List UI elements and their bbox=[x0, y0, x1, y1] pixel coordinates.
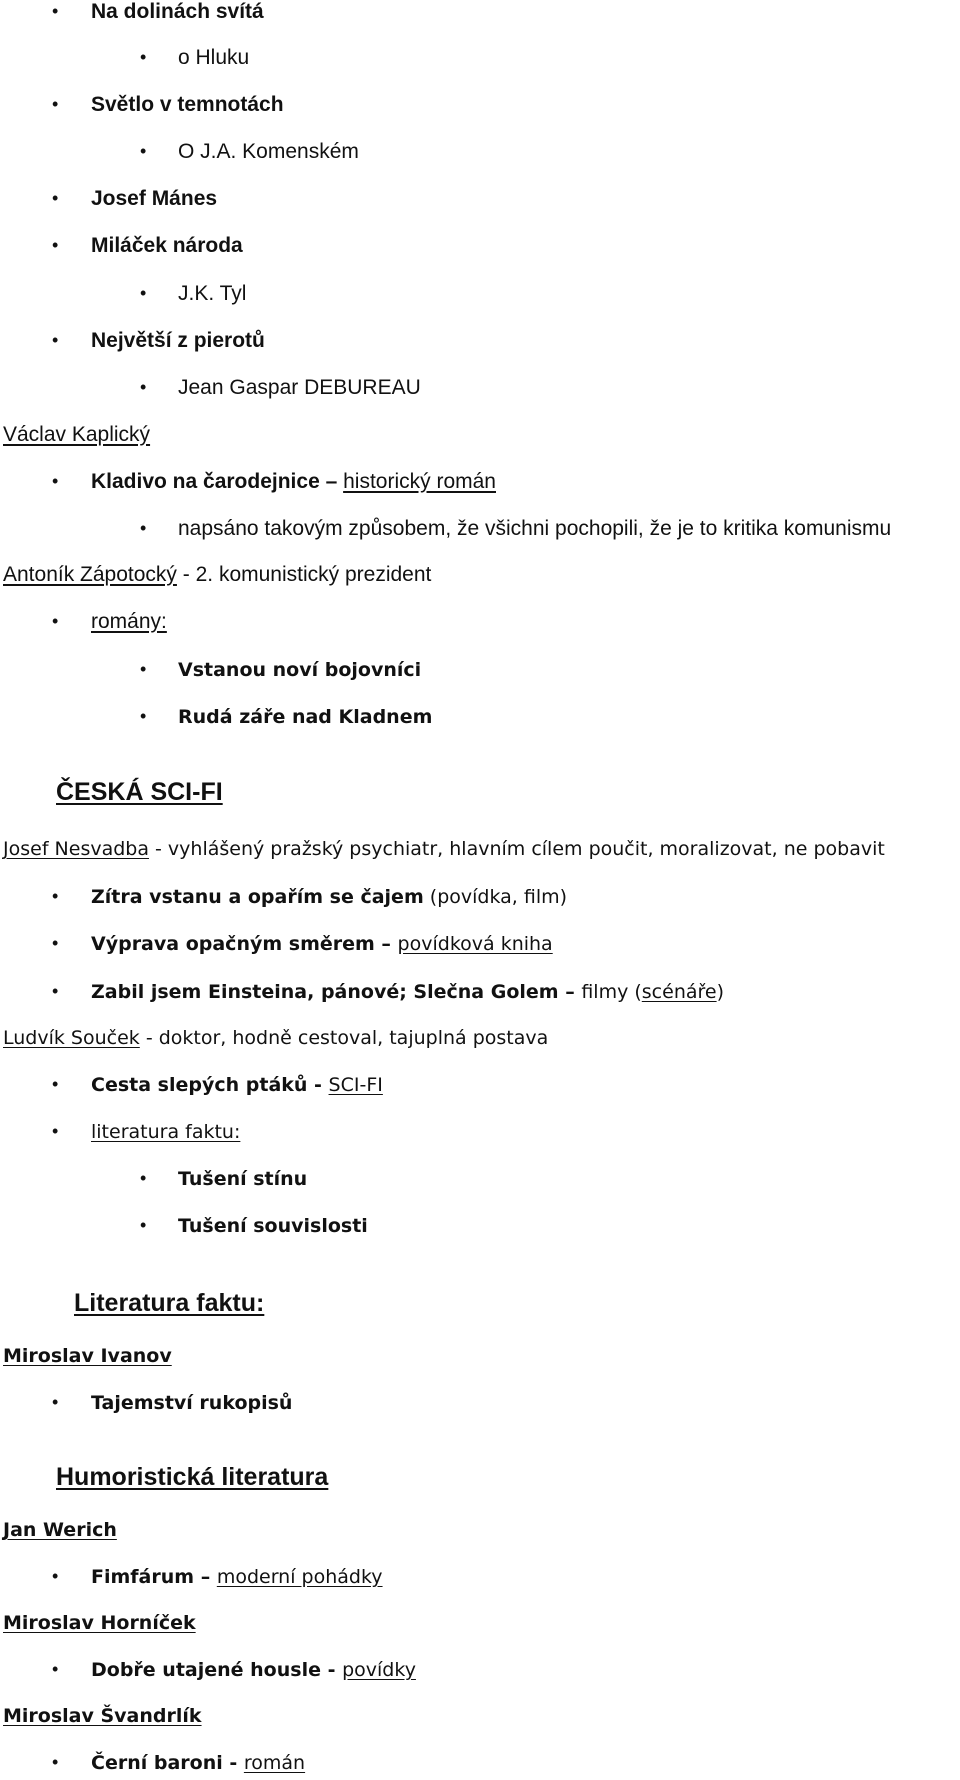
author-name: Antoník Zápotocký bbox=[3, 563, 177, 586]
bullet-icon: • bbox=[140, 1168, 147, 1188]
separator: - bbox=[307, 1074, 329, 1096]
author-desc: - vyhlášený pražský psychiatr, hlavním cílem poučit, moralizovat, ne pobavit bbox=[149, 838, 885, 860]
note: ) bbox=[716, 981, 725, 1003]
bullet-icon: • bbox=[140, 283, 147, 303]
bullet-icon: • bbox=[52, 1659, 59, 1679]
list-item: romány: bbox=[91, 610, 167, 633]
bullet-icon: • bbox=[52, 330, 59, 350]
separator: – bbox=[319, 470, 344, 493]
author-line bbox=[3, 562, 431, 588]
list-item: J.K. Tyl bbox=[178, 282, 247, 305]
separator: - bbox=[320, 1659, 343, 1681]
author-name: Miroslav Švandrlík bbox=[3, 1705, 202, 1727]
list-item: Rudá záře nad Kladnem bbox=[178, 706, 433, 728]
list-item bbox=[91, 1750, 305, 1776]
genre: povídky bbox=[342, 1659, 416, 1681]
book-title: Fimfárum bbox=[91, 1566, 195, 1588]
genre: román bbox=[243, 1752, 306, 1774]
book-title: Kladivo na čarodejnice bbox=[91, 470, 320, 493]
list-item: O J.A. Komenském bbox=[178, 140, 359, 163]
bullet-icon: • bbox=[52, 1074, 59, 1094]
author-name: Václav Kaplický bbox=[3, 423, 151, 446]
genre: moderní pohádky bbox=[216, 1566, 383, 1588]
separator: – bbox=[558, 981, 582, 1003]
genre: historický román bbox=[343, 470, 496, 493]
author-name: Miroslav Ivanov bbox=[3, 1345, 172, 1367]
bullet-icon: • bbox=[52, 1566, 59, 1586]
list-item: Největší z pierotů bbox=[91, 329, 265, 352]
section-heading: ČESKÁ SCI-FI bbox=[56, 778, 223, 806]
book-title: Cesta slepých ptáků bbox=[91, 1074, 308, 1096]
author-line bbox=[3, 1025, 548, 1051]
list-item: Na dolinách svítá bbox=[91, 0, 264, 23]
list-item: Tušení souvislosti bbox=[178, 1215, 368, 1237]
section-heading: Humoristická literatura bbox=[56, 1463, 329, 1491]
book-title: Černí baroni bbox=[91, 1752, 223, 1774]
bullet-icon: • bbox=[52, 886, 59, 906]
list-item bbox=[91, 931, 553, 957]
book-title: Dobře utajené housle bbox=[91, 1659, 321, 1681]
book-title: Výprava opačným směrem bbox=[91, 933, 375, 955]
bullet-icon: • bbox=[52, 1392, 59, 1412]
list-item: literatura faktu: bbox=[91, 1121, 241, 1143]
author-name: Ludvík Souček bbox=[3, 1027, 140, 1049]
bullet-icon: • bbox=[140, 706, 147, 726]
bullet-icon: • bbox=[52, 1121, 59, 1141]
author-name: Jan Werich bbox=[3, 1519, 117, 1541]
book-title: Zabil jsem Einsteina, pánové; Slečna Golem bbox=[91, 981, 559, 1003]
bullet-icon: • bbox=[140, 377, 147, 397]
separator: – bbox=[374, 933, 398, 955]
list-item: Vstanou noví bojovníci bbox=[178, 659, 422, 681]
bullet-icon: • bbox=[52, 1, 59, 21]
bullet-icon: • bbox=[140, 1215, 147, 1235]
list-item bbox=[91, 1657, 416, 1683]
bullet-icon: • bbox=[52, 981, 59, 1001]
list-item bbox=[91, 1564, 383, 1590]
bullet-icon: • bbox=[52, 933, 59, 953]
list-item: o Hluku bbox=[178, 46, 250, 69]
bullet-icon: • bbox=[140, 47, 147, 67]
author-desc: - 2. komunistický prezident bbox=[176, 563, 432, 586]
bullet-icon: • bbox=[52, 235, 59, 255]
genre: povídková kniha bbox=[397, 933, 553, 955]
author-desc: - doktor, hodně cestoval, tajuplná postava bbox=[139, 1027, 549, 1049]
note: filmy ( bbox=[581, 981, 642, 1003]
bullet-icon: • bbox=[140, 659, 147, 679]
bullet-icon: • bbox=[52, 471, 59, 491]
list-item: Tajemství rukopisů bbox=[91, 1392, 293, 1414]
note-link: scénáře bbox=[641, 981, 717, 1003]
list-item bbox=[91, 1072, 383, 1098]
bullet-icon: • bbox=[52, 1752, 59, 1772]
list-item: Miláček národa bbox=[91, 234, 243, 257]
bullet-icon: • bbox=[52, 94, 59, 114]
list-item bbox=[91, 469, 496, 495]
bullet-icon: • bbox=[52, 188, 59, 208]
separator: - bbox=[222, 1752, 244, 1774]
author-line bbox=[3, 836, 885, 862]
list-item bbox=[91, 884, 567, 910]
bullet-icon: • bbox=[140, 141, 147, 161]
list-item: Josef Mánes bbox=[91, 187, 218, 210]
list-item: napsáno takovým způsobem, že všichni pochopili, že je to kritika komunismu bbox=[178, 517, 892, 540]
note: (povídka, film) bbox=[423, 886, 568, 908]
book-title: Zítra vstanu a opařím se čajem bbox=[91, 886, 424, 908]
list-item: Tušení stínu bbox=[178, 1168, 308, 1190]
bullet-icon: • bbox=[140, 518, 147, 538]
section-heading: Literatura faktu: bbox=[74, 1289, 265, 1317]
list-item: Světlo v temnotách bbox=[91, 93, 284, 116]
author-name: Josef Nesvadba bbox=[3, 838, 149, 860]
list-item: Jean Gaspar DEBUREAU bbox=[178, 376, 421, 399]
separator: – bbox=[194, 1566, 217, 1588]
list-item bbox=[91, 979, 724, 1005]
genre: SCI-FI bbox=[328, 1074, 383, 1096]
author-name: Miroslav Horníček bbox=[3, 1612, 196, 1634]
bullet-icon: • bbox=[52, 611, 59, 631]
